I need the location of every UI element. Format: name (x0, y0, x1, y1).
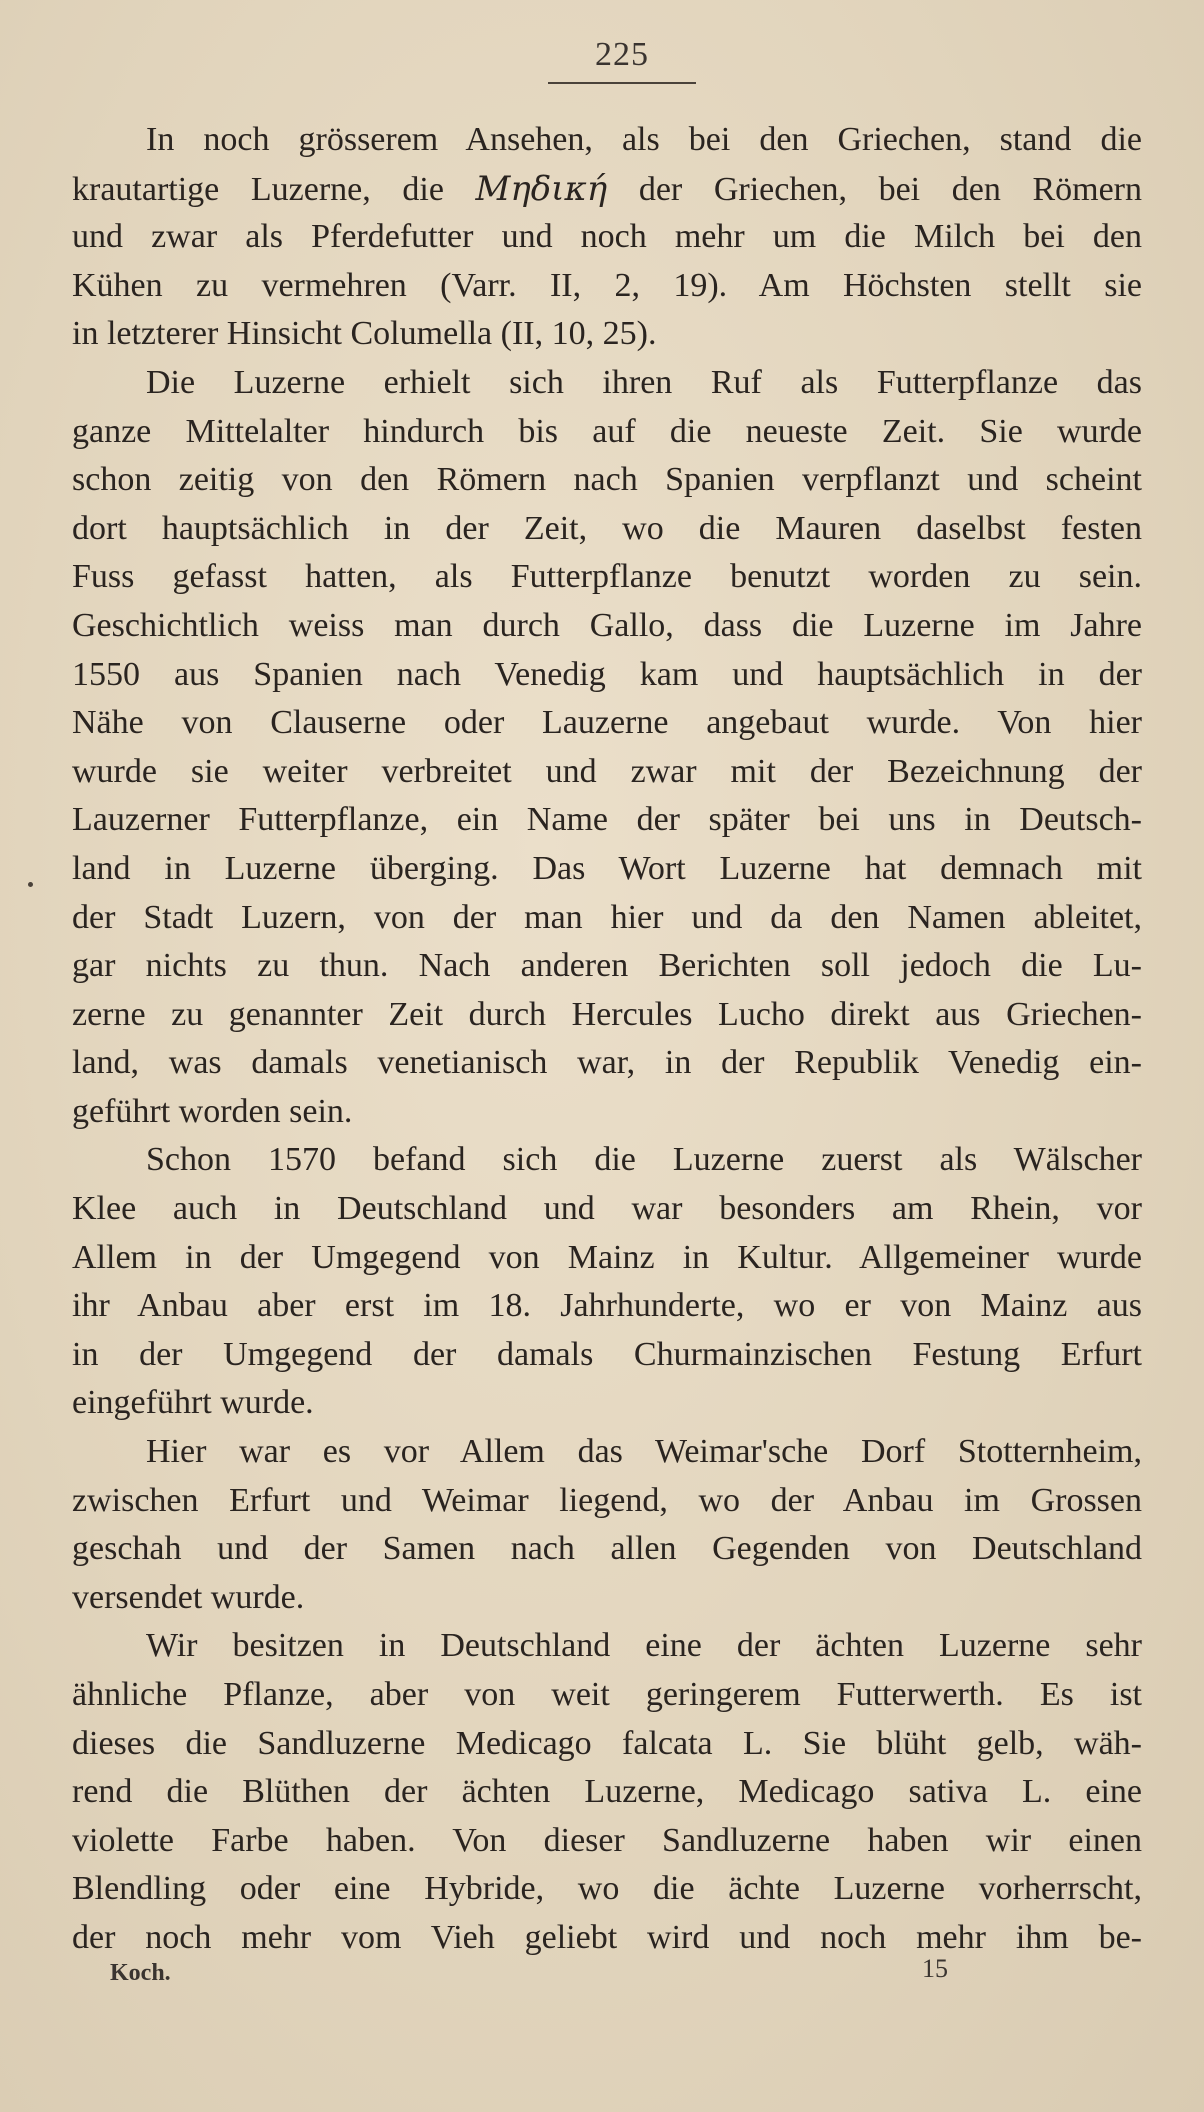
text-line: Allem in der Umgegend von Mainz in Kultur. Allgemeiner wurde (72, 1238, 1142, 1276)
text-line: geschah und der Samen nach allen Gegenden von Deutschland (72, 1530, 1142, 1568)
greek-word: Μηδική (475, 168, 608, 209)
body-text (72, 116, 1142, 1963)
text-line: In noch grösserem Ansehen, als bei den Griechen, stand die (146, 121, 1142, 158)
text-line: geführt worden sein. (72, 1092, 353, 1130)
text-line: Blendling oder eine Hybride, wo die ächte Luzerne vorherrscht, (72, 1870, 1142, 1908)
text-line: rend die Blüthen der ächten Luzerne, Medicago sativa L. eine (72, 1773, 1142, 1811)
text-line: zerne zu genannter Zeit durch Hercules Lucho direkt aus Griechen- (72, 995, 1142, 1033)
text-line: land, was damals venetianisch war, in der Republik Venedig ein- (72, 1044, 1142, 1082)
text-line: in der Umgegend der damals Churmainzischen Festung Erfurt (72, 1335, 1142, 1373)
text-line: ähnliche Pflanze, aber von weit geringerem Futterwerth. Es ist (72, 1676, 1142, 1713)
text-line: Klee auch in Deutschland und war besonders am Rhein, vor (72, 1190, 1142, 1228)
text-line: ganze Mittelalter hindurch bis auf die neueste Zeit. Sie wurde (72, 412, 1142, 450)
text-line: der noch mehr vom Vieh geliebt wird und noch mehr ihm be- (72, 1918, 1142, 1956)
text-line: violette Farbe haben. Von dieser Sandluzerne haben wir einen (72, 1821, 1142, 1859)
text-line: Wir besitzen in Deutschland eine der ächten Luzerne sehr (146, 1627, 1142, 1665)
margin-speck (28, 882, 33, 887)
header-rule (548, 82, 696, 84)
text-line: Die Luzerne erhielt sich ihren Ruf als Futterpflanze das (146, 363, 1142, 401)
text-line: Geschichtlich weiss man durch Gallo, dass die Luzerne im Jahre (72, 606, 1142, 644)
text-line: Schon 1570 befand sich die Luzerne zuerst als Wälscher (146, 1141, 1142, 1179)
footer-author: Koch. (110, 1960, 171, 1986)
text-line: Nähe von Clauserne oder Lauzerne angebaut wurde. Von hier (72, 704, 1142, 742)
text-line: dieses die Sandluzerne Medicago falcata L. Sie blüht gelb, wäh- (72, 1724, 1142, 1762)
text-line: ihr Anbau aber erst im 18. Jahrhunderte, wo er von Mainz aus (72, 1287, 1142, 1325)
text-line: eingeführt wurde. (72, 1384, 314, 1422)
text-line: 1550 aus Spanien nach Venedig kam und hauptsächlich in der (72, 655, 1142, 693)
text-line: der Stadt Luzern, von der man hier und da den Namen ableitet, (72, 898, 1142, 936)
text-line: schon zeitig von den Römern nach Spanien verpflanzt und scheint (72, 461, 1142, 499)
text-line: in letzterer Hinsicht Columella (II, 10, 25). (72, 315, 657, 353)
text-line: land in Luzerne überging. Das Wort Luzerne hat demnach mit (72, 849, 1142, 887)
text-line: Hier war es vor Allem das Weimar'sche Dorf Stotternheim, (146, 1433, 1142, 1471)
text-line: und zwar als Pferdefutter und noch mehr um die Milch bei den (72, 218, 1142, 256)
text-line: zwischen Erfurt und Weimar liegend, wo der Anbau im Grossen (72, 1481, 1142, 1519)
page-number: 225 (595, 36, 649, 73)
text-line: Lauzerner Futterpflanze, ein Name der später bei uns in Deutsch- (72, 801, 1142, 839)
text-line: Fuss gefasst hatten, als Futterpflanze benutzt worden zu sein. (72, 558, 1142, 596)
footer-signature-mark: 15 (922, 1954, 948, 1983)
text-line: versendet wurde. (72, 1578, 305, 1616)
text-line: Kühen zu vermehren (Varr. II, 2, 19). Am Höchsten stellt sie (72, 266, 1142, 304)
text-line: gar nichts zu thun. Nach anderen Berichten soll jedoch die Lu- (72, 947, 1142, 985)
text-line: dort hauptsächlich in der Zeit, wo die Mauren daselbst festen (72, 509, 1142, 547)
text-line: wurde sie weiter verbreitet und zwar mit der Bezeichnung der (72, 752, 1142, 790)
text-line: krautartige Luzerne, die Μηδική der Griechen, bei den Römern (72, 168, 1142, 209)
